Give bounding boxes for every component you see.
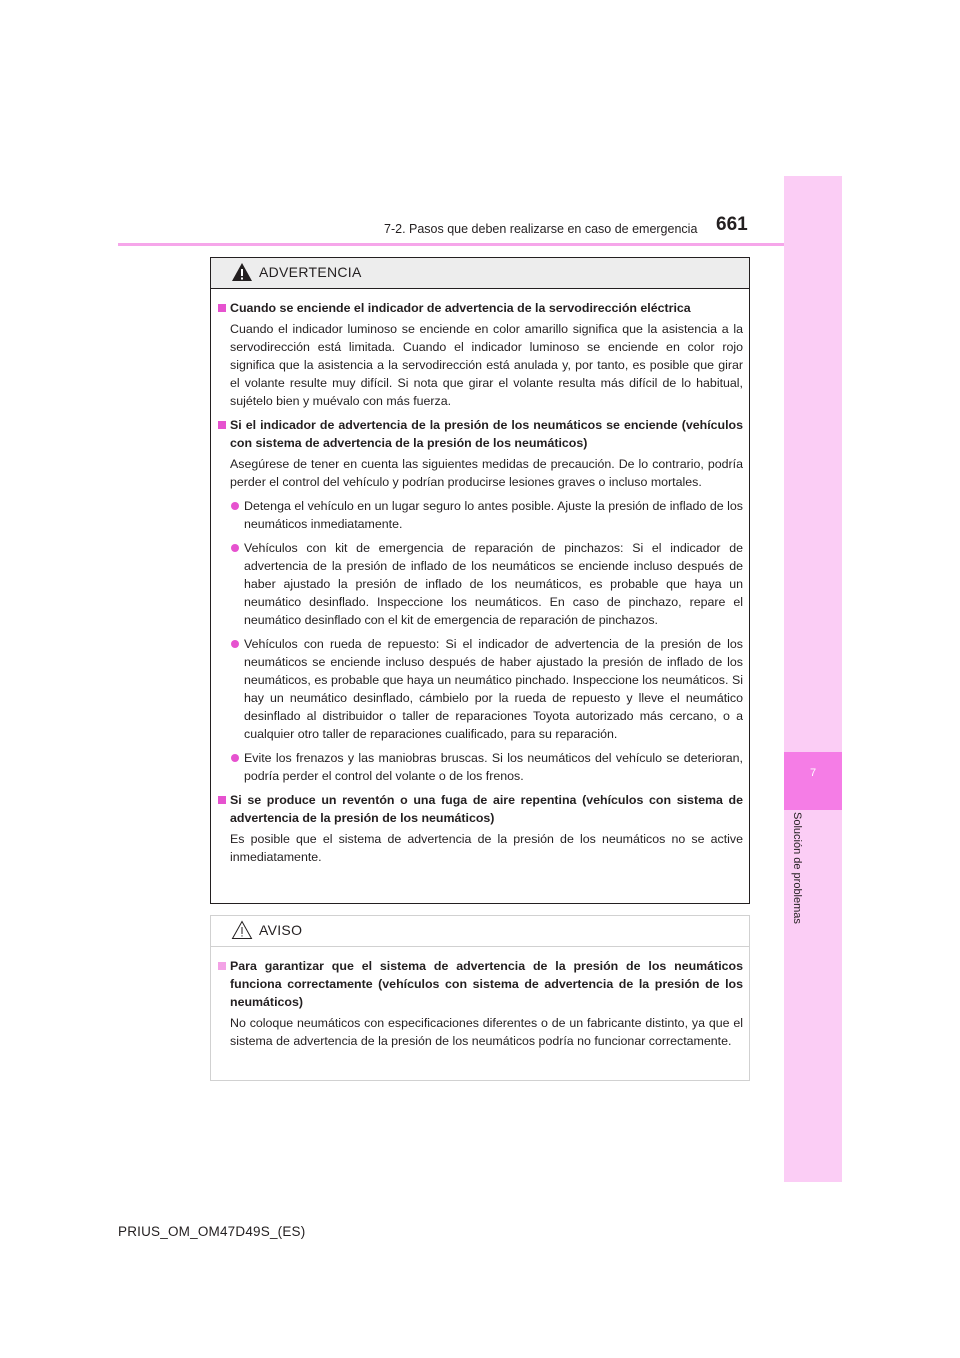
header-divider bbox=[118, 243, 784, 246]
item-title: Si el indicador de advertencia de la presión de los neumáticos se enciende (vehículos con sistema de advertencia de la presión de los neumáticos) bbox=[230, 418, 743, 450]
circle-bullet-icon bbox=[231, 544, 239, 552]
item-text: No coloque neumáticos con especificaciones diferentes o de un fabricante distinto, ya que el sistema de advertencia de la presión de los neumáticos podría no funcionar correctamente. bbox=[230, 1016, 743, 1048]
item-title: Si se produce un reventón o una fuga de aire repentina (vehículos con sistema de advertencia de la presión de los neumáticos) bbox=[230, 793, 743, 825]
item-title: Cuando se enciende el indicador de advertencia de la servodirección eléctrica bbox=[230, 301, 691, 315]
item-title: Para garantizar que el sistema de advertencia de la presión de los neumáticos funciona correctamente (vehículos con sistema de advertencia de la presión de los neumáticos) bbox=[230, 959, 743, 1009]
bullet-item bbox=[230, 539, 743, 629]
item-text: Asegúrese de tener en cuenta las siguientes medidas de precaución. De lo contrario, podría perder el control del vehículo y podrían producirse lesiones graves o incluso mortales. bbox=[230, 457, 743, 489]
chapter-number-box bbox=[784, 752, 842, 810]
bullet-text: Vehículos con kit de emergencia de reparación de pinchazos: Si el indicador de advertencia de la presión de inflado de los neumáticos se enciende incluso después de haber ajustado la presión de inflado de los neumáticos, es probable que haya un neumático desinflado. Inspeccione los neumáticos. En caso de pinchazo, repare el neumático desinflado con el kit de emergencia de reparación de pinchazos. bbox=[244, 541, 743, 627]
page-number: 661 bbox=[716, 214, 748, 235]
warning-body bbox=[211, 289, 749, 866]
notice-item bbox=[218, 957, 743, 1050]
chapter-number: 7 bbox=[809, 767, 817, 779]
warning-item bbox=[218, 416, 743, 785]
warning-box bbox=[210, 257, 750, 904]
chapter-label-container bbox=[787, 812, 803, 972]
square-bullet-icon bbox=[218, 421, 226, 429]
warning-triangle-icon bbox=[231, 262, 253, 282]
bullet-text: Vehículos con rueda de repuesto: Si el indicador de advertencia de la presión de los neumáticos se enciende incluso después de haber ajustado la presión de inflado de los neumáticos, es probable que haya un neumático pinchado. Inspeccione los neumáticos. Si hay un neumático desinflado, cámbielo por la rueda de repuesto y lleve el neumático desinflado al distribuidor o taller de reparaciones Toyota autorizado más cercano, o a cualquier otro taller de reparaciones cualificado, para su reparación. bbox=[244, 637, 743, 741]
bullet-item bbox=[230, 497, 743, 533]
warning-title: ADVERTENCIA bbox=[259, 264, 362, 280]
circle-bullet-icon bbox=[231, 754, 239, 762]
notice-body bbox=[211, 947, 749, 1050]
notice-header bbox=[211, 916, 749, 947]
document-code: PRIUS_OM_OM47D49S_(ES) bbox=[118, 1224, 306, 1239]
notice-box bbox=[210, 915, 750, 1081]
caution-triangle-icon bbox=[231, 920, 253, 940]
square-bullet-icon bbox=[218, 962, 226, 970]
notice-title: AVISO bbox=[259, 922, 303, 938]
item-text: Es posible que el sistema de advertencia de la presión de los neumáticos no se active inmediatamente. bbox=[230, 832, 743, 864]
bullet-item bbox=[230, 635, 743, 743]
section-title: 7-2. Pasos que deben realizarse en caso de emergencia bbox=[384, 222, 698, 236]
square-bullet-icon bbox=[218, 796, 226, 804]
square-bullet-icon bbox=[218, 304, 226, 312]
warning-item bbox=[218, 791, 743, 866]
item-text: Cuando el indicador luminoso se enciende en color amarillo significa que la asistencia a la servodirección está limitada. Cuando el indicador luminoso se enciende en color rojo significa que la asistencia a la servodirección está anulada y, por tanto, es posible que girar el volante resulte muy difícil. Si nota que girar el volante resulta más difícil de lo habitual, sujételo bien y muévalo con más fuerza. bbox=[230, 322, 743, 408]
bullet-text: Evite los frenazos y las maniobras bruscas. Si los neumáticos del vehículo se deterioran, podría perder el control del volante o de los frenos. bbox=[244, 751, 743, 783]
chapter-label: Solución de problemas bbox=[791, 812, 803, 924]
bullet-item bbox=[230, 749, 743, 785]
circle-bullet-icon bbox=[231, 640, 239, 648]
circle-bullet-icon bbox=[231, 502, 239, 510]
bullet-text: Detenga el vehículo en un lugar seguro lo antes posible. Ajuste la presión de inflado de los neumáticos inmediatamente. bbox=[244, 499, 743, 531]
chapter-side-tab bbox=[784, 176, 842, 1182]
warning-item bbox=[218, 299, 743, 410]
warning-header bbox=[211, 258, 749, 289]
